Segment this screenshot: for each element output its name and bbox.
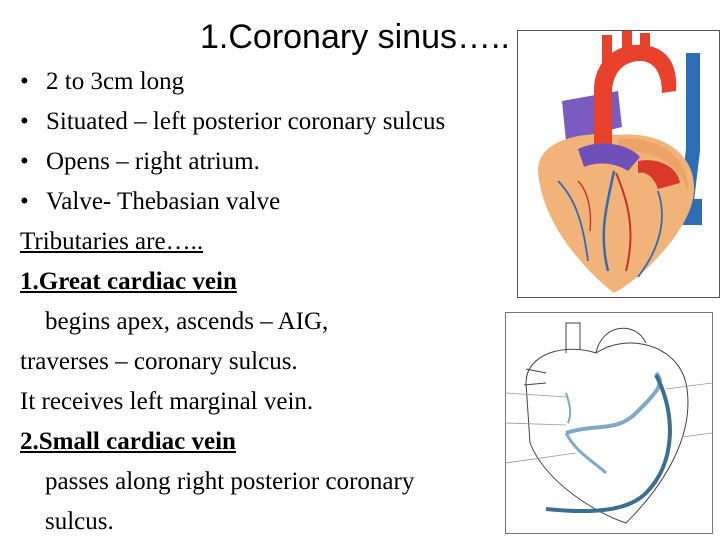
middle-cardiac-vein-line-drawing bbox=[566, 433, 606, 473]
great-cardiac-vein-line-drawing bbox=[566, 373, 660, 433]
bullet-marker: • bbox=[20, 148, 29, 175]
heart-outline bbox=[526, 343, 688, 523]
bullet-marker: • bbox=[20, 188, 29, 215]
great-cardiac-vein-line: It receives left marginal vein. bbox=[20, 388, 314, 415]
aortic-branch bbox=[622, 31, 632, 55]
aortic-branch bbox=[602, 35, 612, 65]
heart-image bbox=[518, 31, 719, 297]
vessel-outline bbox=[524, 369, 546, 385]
pulmonary-vessel bbox=[562, 91, 622, 141]
vessel-outline bbox=[566, 323, 580, 353]
bullet-text: Valve- Thebasian valve bbox=[46, 188, 281, 215]
bullet-item bbox=[20, 142, 520, 182]
great-cardiac-vein-heading: 1.Great cardiac vein bbox=[20, 268, 237, 295]
bullet-marker: • bbox=[20, 108, 29, 135]
small-cardiac-vein-line: passes along right posterior coronary bbox=[45, 468, 415, 495]
vein-diagram bbox=[505, 312, 713, 534]
bullet-item bbox=[20, 182, 520, 222]
bullet-item bbox=[20, 62, 520, 102]
small-cardiac-vein-line: sulcus. bbox=[45, 508, 114, 535]
slide-body bbox=[20, 62, 520, 540]
small-cardiac-vein-line-drawing bbox=[566, 393, 570, 423]
label-leader-line bbox=[506, 383, 712, 463]
great-cardiac-vein-line: traverses – coronary sulcus. bbox=[20, 348, 298, 375]
tributaries-heading: Tributaries are….. bbox=[20, 228, 204, 255]
bullet-item bbox=[20, 102, 520, 142]
bullet-text: Situated – left posterior coronary sulcus bbox=[46, 108, 446, 135]
bullet-text: 2 to 3cm long bbox=[46, 68, 185, 95]
slide-title: 1.Coronary sinus….. bbox=[200, 18, 510, 56]
great-cardiac-vein-line: begins apex, ascends – AIG, bbox=[45, 308, 329, 335]
vein-diagram-image bbox=[506, 313, 712, 533]
bullet-text: Opens – right atrium. bbox=[46, 148, 260, 175]
small-cardiac-vein-heading: 2.Small cardiac vein bbox=[20, 428, 236, 455]
bullet-marker: • bbox=[20, 68, 29, 95]
aortic-branch bbox=[640, 33, 650, 57]
heart-illustration bbox=[517, 30, 720, 298]
